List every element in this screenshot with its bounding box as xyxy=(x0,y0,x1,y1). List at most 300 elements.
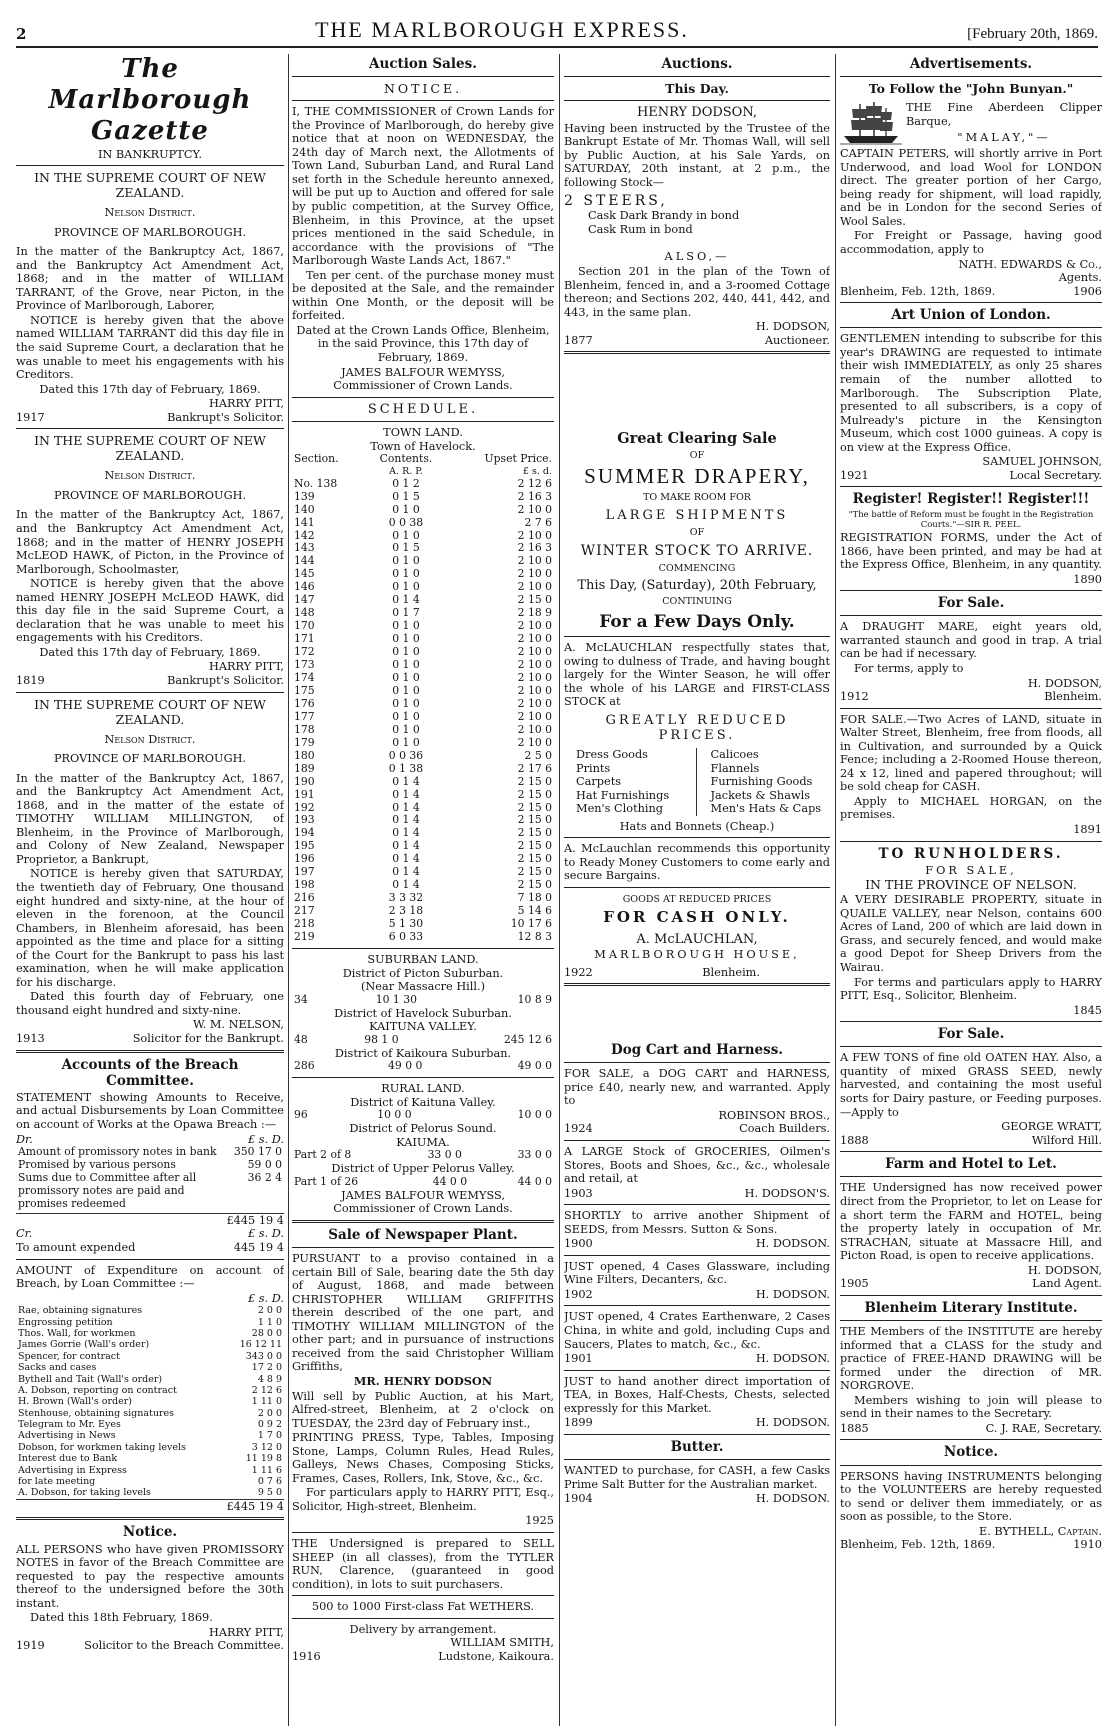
list-item: Hat Furnishings xyxy=(576,788,670,802)
section-cell: 96 xyxy=(294,1108,308,1122)
table-row xyxy=(292,620,554,633)
contents-cell: 0 1 0 xyxy=(392,658,420,672)
breach-heading: Accounts of the Breach Committee. xyxy=(61,1056,239,1089)
contents-cell: 6 0 33 xyxy=(388,930,424,944)
section-cell: Part 1 of 26 xyxy=(294,1174,359,1188)
contents-cell: 0 1 5 xyxy=(392,489,420,503)
lsd-header: £ s. D. xyxy=(247,1132,284,1146)
section-cell: 219 xyxy=(294,930,315,944)
contents-cell: 0 1 0 xyxy=(392,709,420,723)
sailing-ship-icon xyxy=(840,100,902,146)
suburban-heading: SUBURBAN LAND. xyxy=(367,953,479,967)
notice-1-dated: Dated this 17th day of February, 1869. xyxy=(39,382,261,396)
table-row xyxy=(292,802,554,815)
contents-cell: 0 1 4 xyxy=(392,826,420,840)
row-label: Interest due to Bank xyxy=(18,1453,118,1465)
picton-subheading: (Near Massacre Hill.) xyxy=(360,980,486,994)
row-label: A. Dobson, reporting on contract xyxy=(18,1384,177,1396)
glassware-text: JUST opened, 4 Cases Glassware, including Wine Filters, Decanters, &c. xyxy=(564,1259,830,1287)
contents-cell: 98 1 0 xyxy=(364,1032,399,1046)
continuing: CONTINUING xyxy=(662,596,732,608)
court-heading: IN THE SUPREME COURT OF NEW ZEALAND. xyxy=(34,170,266,201)
clearing-sale-heading: Great Clearing Sale xyxy=(617,430,777,448)
price-cell: 2 15 0 xyxy=(517,813,552,827)
th-section: Section. xyxy=(294,452,339,466)
contents-cell: 0 1 0 xyxy=(392,632,420,646)
table-row xyxy=(16,1476,284,1487)
commissioner-name-2: JAMES BALFOUR WEMYSS, xyxy=(341,1188,505,1202)
row-label: Sacks and cases xyxy=(18,1362,97,1374)
section-cell: 217 xyxy=(294,904,315,918)
section-cell: 175 xyxy=(294,683,315,697)
price-cell: 2 10 0 xyxy=(517,580,552,594)
town-land-heading: TOWN LAND. xyxy=(383,426,463,440)
butter-number: 1904 xyxy=(564,1492,593,1506)
john-bunyan-heading: To Follow the "John Bunyan." xyxy=(868,81,1074,97)
table-row xyxy=(292,504,554,517)
table-row xyxy=(292,918,554,931)
contents-cell: 44 0 0 xyxy=(432,1174,468,1188)
contents-cell: 0 0 38 xyxy=(388,515,424,529)
runholders-text-2: For terms and particulars apply to HARRY PITT, Esq., Solicitor, Blenheim. xyxy=(840,975,1102,1003)
section-cell: 147 xyxy=(294,593,315,607)
notice-1-role: Bankrupt's Solicitor. xyxy=(167,410,284,424)
rural-heading: RURAL LAND. xyxy=(381,1082,465,1096)
agents-role: Agents. xyxy=(1058,271,1102,285)
page-number: 2 xyxy=(16,25,27,43)
section-cell: 180 xyxy=(294,748,315,762)
volunteers-notice-place: Blenheim, Feb. 12th, 1869. xyxy=(840,1538,996,1552)
section-cell: 176 xyxy=(294,696,315,710)
section-cell: Part 2 of 8 xyxy=(294,1148,352,1162)
table-row xyxy=(292,711,554,724)
table-row xyxy=(292,879,554,892)
table-row xyxy=(292,568,554,581)
auction-sales-heading: Auction Sales. xyxy=(369,56,477,72)
row-label: Sums due to Committee after all promissory notes are paid and promises redeemed xyxy=(18,1171,197,1210)
newspaper-plant-heading: Sale of Newspaper Plant. xyxy=(328,1226,518,1243)
dog-cart-role: Coach Builders. xyxy=(739,1122,830,1136)
section-cell: 178 xyxy=(294,722,315,736)
price-cell: 2 7 6 xyxy=(524,515,552,529)
price-cell: 2 10 0 xyxy=(517,722,552,736)
runholders-province: IN THE PROVINCE OF NELSON. xyxy=(865,877,1077,893)
marlborough-house: MARLBOROUGH HOUSE, xyxy=(594,947,800,961)
seeds-number: 1900 xyxy=(564,1237,593,1251)
table-row xyxy=(292,750,554,763)
table-row xyxy=(292,607,554,620)
row-amount: 1 11 0 xyxy=(251,1396,282,1408)
contents-cell: 49 0 0 xyxy=(388,1059,423,1073)
also-heading: ALSO,— xyxy=(664,250,730,264)
havelock-suburban-heading: District of Havelock Suburban. xyxy=(334,1006,512,1020)
table-row xyxy=(16,1419,284,1430)
table-row xyxy=(292,737,554,750)
credit-row-label: To amount expended xyxy=(16,1240,136,1254)
table-row xyxy=(292,1176,554,1189)
table-row xyxy=(16,1487,284,1498)
sheep-name: WILLIAM SMITH, xyxy=(450,1636,554,1650)
price-cell: 2 12 6 xyxy=(517,476,552,490)
art-union-heading: Art Union of London. xyxy=(891,307,1051,324)
notice-2-number: 1819 xyxy=(16,673,45,687)
price-cell: 2 10 0 xyxy=(517,567,552,581)
price-cell: 10 0 0 xyxy=(517,1108,552,1122)
goods-reduced: GOODS AT REDUCED PRICES xyxy=(622,893,772,905)
contents-cell: 0 1 4 xyxy=(392,774,420,788)
notice-1-number: 1917 xyxy=(16,410,45,424)
mclauchlan-number: 1922 xyxy=(564,965,593,979)
town-land-table xyxy=(292,453,554,944)
price-cell: 2 15 0 xyxy=(517,839,552,853)
table-row xyxy=(16,1328,284,1339)
price-cell: 2 10 0 xyxy=(517,658,552,672)
price-cell: 2 5 0 xyxy=(524,748,552,762)
list-item: Carpets xyxy=(576,775,622,789)
price-cell: 2 10 0 xyxy=(517,735,552,749)
newspaper-title: THE MARLBOROUGH EXPRESS. xyxy=(315,16,689,42)
issue-date: [February 20th, 1869. xyxy=(967,26,1098,42)
row-amount: 2 0 0 xyxy=(257,1407,282,1419)
tea-sig: H. DODSON. xyxy=(755,1416,830,1430)
row-label: Promised by various persons xyxy=(18,1158,176,1172)
court-heading: IN THE SUPREME COURT OF NEW ZEALAND. xyxy=(34,696,266,727)
price-cell: 10 8 9 xyxy=(517,992,552,1006)
price-cell: 2 10 0 xyxy=(517,632,552,646)
for-sale-heading: For Sale. xyxy=(937,595,1005,612)
debit-total: £445 19 4 xyxy=(16,1213,284,1228)
farm-hotel-role: Land Agent. xyxy=(1032,1277,1102,1291)
section-cell: 192 xyxy=(294,800,315,814)
schedule-heading: SCHEDULE. xyxy=(367,401,479,417)
steers: 2 STEERS, xyxy=(564,192,668,209)
price-cell: 2 16 3 xyxy=(517,541,552,555)
runholders-number: 1845 xyxy=(1073,1003,1102,1017)
notice-2-body: NOTICE is hereby given that the above named HENRY JOSEPH McLEOD HAWK, did this day file in the said Supreme Court, a declaration that he was unable to meet his engagements with his Creditors. xyxy=(16,577,284,645)
table-row xyxy=(16,1317,284,1328)
contents-cell: 0 1 5 xyxy=(392,541,420,555)
contents-cell: 0 1 0 xyxy=(392,735,420,749)
district: Nelson District. xyxy=(104,732,196,746)
contents-cell: 0 1 0 xyxy=(392,528,420,542)
expenditure-intro: AMOUNT of Expenditure on account of Breach, by Loan Committee :— xyxy=(16,1263,284,1291)
list-item: Prints xyxy=(576,761,611,775)
credit-row-amount: 445 19 4 xyxy=(233,1240,284,1254)
row-amount: 2 12 6 xyxy=(251,1384,282,1396)
contents-cell: 0 1 4 xyxy=(392,878,420,892)
table-row xyxy=(292,555,554,568)
this-day-date: This Day, (Saturday), 20th February, xyxy=(577,577,817,593)
oaten-hay-place: Wilford Hill. xyxy=(1031,1133,1102,1147)
of-label: OF xyxy=(689,449,705,461)
dog-cart-heading: Dog Cart and Harness. xyxy=(610,1042,783,1059)
contents-cell: 0 1 0 xyxy=(392,645,420,659)
picton-heading: District of Picton Suburban. xyxy=(342,966,504,980)
auction-role: Auctioneer. xyxy=(764,333,830,347)
section-cell: No. 138 xyxy=(294,476,338,490)
groceries-number: 1903 xyxy=(564,1186,593,1200)
plant-number: 1925 xyxy=(525,1514,554,1528)
table-row xyxy=(292,594,554,607)
commissioner-role: Commissioner of Crown Lands. xyxy=(333,379,513,393)
row-amount: 9 5 0 xyxy=(257,1487,282,1499)
row-amount: 1 1 0 xyxy=(257,1316,282,1328)
province: PROVINCE OF MARLBOROUGH. xyxy=(53,488,247,502)
province: PROVINCE OF MARLBOROUGH. xyxy=(53,225,247,239)
register-text: REGISTRATION FORMS, under the Act of 1866, have been printed, and may be had at the Express Office, Blenheim, in any quantity. xyxy=(840,530,1102,572)
lsd-header: £ s. D. xyxy=(247,1227,284,1241)
section-cell: 194 xyxy=(294,826,315,840)
auctions-heading: Auctions. xyxy=(661,56,733,72)
masthead xyxy=(16,18,1098,48)
list-item: Flannels xyxy=(710,761,760,775)
column-1 xyxy=(16,54,284,1726)
row-label: James Gorrie (Wall's order) xyxy=(18,1339,150,1351)
to-make-room: TO MAKE ROOM FOR xyxy=(643,492,751,504)
register-heading: Register! Register!! Register!!! xyxy=(852,491,1090,508)
farm-hotel-text: THE Undersigned has now received power direct from the Proprietor, to let on Lease for a short term the FARM and HOTEL, being the property lately in occupation of Mr. STRACHAN, situate at Massacre Hill, and Picton Road, is open to receive applications. xyxy=(840,1181,1102,1263)
contents-cell: 0 1 0 xyxy=(392,722,420,736)
notice-1-name: HARRY PITT, xyxy=(209,397,284,411)
price-cell: 2 10 0 xyxy=(517,671,552,684)
table-row xyxy=(292,866,554,879)
section-cell: 193 xyxy=(294,813,315,827)
contents-cell: 5 1 30 xyxy=(388,917,424,931)
table-row xyxy=(292,646,554,659)
price-cell: 2 15 0 xyxy=(517,774,552,788)
row-label: Advertising in Express xyxy=(18,1464,127,1476)
seeds-text: SHORTLY to arrive another Shipment of SEEDS, from Messrs. Sutton & Sons. xyxy=(564,1209,830,1236)
price-cell: 2 10 0 xyxy=(517,645,552,659)
of-label-2: OF xyxy=(689,527,705,539)
section-cell: 218 xyxy=(294,917,315,931)
commissioner-name: JAMES BALFOUR WEMYSS, xyxy=(341,365,505,379)
section-cell: 177 xyxy=(294,709,315,723)
literary-text: THE Members of the INSTITUTE are hereby informed that a CLASS for the study and practice of FREE-HAND DRAWING will be formed under the direction of MR. NORGROVE. xyxy=(840,1324,1102,1393)
also-text: Section 201 in the plan of the Town of Blenheim, fenced in, and a 3-roomed Cottage thereon; and Sections 202, 440, 441, 442, and 443, in the same plan. xyxy=(564,264,830,319)
table-row xyxy=(292,633,554,646)
price-cell: 44 0 0 xyxy=(517,1174,552,1188)
volunteers-notice-heading: Notice. xyxy=(943,1444,999,1461)
row-amount: 0 7 6 xyxy=(257,1476,282,1488)
row-label: Advertising in News xyxy=(18,1430,116,1442)
province: PROVINCE OF MARLBOROUGH. xyxy=(53,752,247,766)
auction-signature: H. DODSON, xyxy=(755,320,830,334)
butter-heading: Butter. xyxy=(670,1438,724,1455)
literary-name: C. J. RAE, Secretary. xyxy=(985,1421,1102,1435)
pelorus-heading: District of Pelorus Sound. xyxy=(349,1122,497,1136)
sheep-text: THE Undersigned is prepared to SELL SHEEP (in all classes), from the TYTLER RUN, Clarence, (guaranteed in good condition), in lots to suit purchasers. xyxy=(292,1536,554,1591)
price-cell: 2 15 0 xyxy=(517,826,552,840)
section-cell: 143 xyxy=(294,541,315,555)
row-label: Bythell and Tait (Wall's order) xyxy=(18,1373,163,1385)
table-row xyxy=(292,789,554,802)
notice-2-name: HARRY PITT, xyxy=(209,660,284,674)
lsd-header: £ s. D. xyxy=(247,1291,284,1305)
row-label: Rae, obtaining signatures xyxy=(18,1305,143,1317)
row-label: Engrossing petition xyxy=(18,1316,113,1328)
price-cell: 33 0 0 xyxy=(517,1148,552,1162)
earthenware-number: 1901 xyxy=(564,1352,593,1366)
row-label: Amount of promissory notes in bank xyxy=(18,1145,217,1159)
register-quote: "The battle of Reform must be fought in the Registration Courts."—SIR R. PEEL. xyxy=(848,509,1094,530)
crown-lands-notice: I, THE COMMISSIONER of Crown Lands for the Province of Marlborough, do hereby give notice that at noon on WEDNESDAY, the 24th day of March next, the Allotments of Town Land, Suburban Land, and Rural Land set forth in the Schedule hereunto annexed, will be put up to Auction and offered for sale by public competition, at the Survey Office, Blenheim, in this Province, at the upset prices mentioned in the said Schedule, in accordance with the provisions of "The Marlborough Waste Lands Act, 1867." xyxy=(292,105,554,268)
section-cell: 174 xyxy=(294,671,315,684)
section-cell: 286 xyxy=(294,1059,315,1073)
table-row xyxy=(292,814,554,827)
table-row xyxy=(16,1396,284,1407)
list-item: Calicoes xyxy=(710,748,759,762)
contents-cell: 0 1 0 xyxy=(392,696,420,710)
auctioneer-name: HENRY DODSON, xyxy=(636,105,758,121)
auction-number: 1877 xyxy=(564,333,593,347)
column-divider xyxy=(288,54,289,1726)
cash-only: FOR CASH ONLY. xyxy=(603,908,791,927)
art-union-role: Local Secretary. xyxy=(1009,468,1102,482)
notice-3-dated: Dated this fourth day of February, one thousand eight hundred and sixty-nine. xyxy=(16,990,284,1017)
price-cell: 2 15 0 xyxy=(517,878,552,892)
contents-cell: 0 1 0 xyxy=(392,671,420,684)
section-cell: 196 xyxy=(294,852,315,866)
glassware-number: 1902 xyxy=(564,1287,593,1301)
row-label: Telegram to Mr. Eyes xyxy=(18,1419,121,1431)
table-row xyxy=(292,542,554,555)
row-label: Dobson, for workmen taking levels xyxy=(18,1441,186,1453)
runholders-heading: TO RUNHOLDERS. xyxy=(878,845,1064,862)
seeds-sig: H. DODSON. xyxy=(755,1237,830,1251)
row-label: H. Brown (Wall's order) xyxy=(18,1396,132,1408)
earthenware-text: JUST opened, 4 Crates Earthenware, 2 Cases China, in white and gold, including Cups and Saucers, Plates to match, &c., &c. xyxy=(564,1310,830,1351)
art-union-number: 1921 xyxy=(840,468,869,482)
cask-rum: Cask Rum in bond xyxy=(588,222,693,236)
notice-3-matter: In the matter of the Bankruptcy Act, 1867, and the Bankruptcy Act Amendment Act, 1868, and in the matter of the estate of TIMOTHY WILLIAM MILLINGTON, of Blenheim, in the Province of Marlborough, and Colony of New Zealand, Newspaper Proprietor, a Bankrupt, xyxy=(16,771,284,866)
row-amount: 1 7 0 xyxy=(257,1430,282,1442)
table-row xyxy=(292,672,554,685)
section-cell: 216 xyxy=(294,891,315,905)
price-cell: 2 15 0 xyxy=(517,787,552,801)
plant-text-4: For particulars apply to HARRY PITT, Esq., Solicitor, High-street, Blenheim. xyxy=(292,1486,554,1513)
section-cell: 140 xyxy=(294,502,315,516)
advertisements-heading: Advertisements. xyxy=(909,56,1033,72)
contents-cell: 0 1 4 xyxy=(392,813,420,827)
earthenware-sig: H. DODSON. xyxy=(755,1352,830,1366)
section-cell: 195 xyxy=(294,839,315,853)
price-cell: 7 18 0 xyxy=(517,891,552,905)
contents-cell: 0 1 4 xyxy=(392,839,420,853)
upper-pelorus-heading: District of Upper Pelorus Valley. xyxy=(331,1162,515,1176)
auction-text: Having been instructed by the Trustee of the Bankrupt Estate of Mr. Thomas Wall, will sell by Public Auction, at his Sale Yards, on SATURDAY, 20th instant, at 2 p.m., the following Stock— xyxy=(564,121,830,189)
price-cell: 2 15 0 xyxy=(517,865,552,879)
table-row xyxy=(16,1408,284,1419)
mare-number: 1912 xyxy=(840,690,869,704)
price-cell: 2 15 0 xyxy=(517,593,552,607)
section-cell: 145 xyxy=(294,567,315,581)
table-row xyxy=(292,1060,554,1073)
winter-stock: WINTER STOCK TO ARRIVE. xyxy=(580,542,814,559)
row-label: Thos. Wall, for workmen xyxy=(18,1327,136,1339)
breach-statement: STATEMENT showing Amounts to Receive, and actual Disbursements by Loan Committee on account of Works at the Opawa Breach :— xyxy=(16,1090,284,1132)
row-amount: 17 2 0 xyxy=(251,1362,282,1374)
large-shipments: LARGE SHIPMENTS xyxy=(605,507,789,523)
plant-auctioneer: MR. HENRY DODSON xyxy=(353,1373,493,1388)
summer-drapery: SUMMER DRAPERY, xyxy=(584,464,810,489)
row-amount: 3 12 0 xyxy=(251,1441,282,1453)
glassware-sig: H. DODSON. xyxy=(755,1287,830,1301)
agents-number: 1906 xyxy=(1073,284,1102,298)
row-amount: 16 12 11 xyxy=(239,1339,282,1351)
table-row xyxy=(292,840,554,853)
column-divider xyxy=(559,54,560,1726)
row-amount: 11 19 8 xyxy=(245,1453,282,1465)
price-cell: 2 10 0 xyxy=(517,696,552,710)
row-amount: 36 2 4 xyxy=(247,1171,282,1185)
expenditure-total: £445 19 4 xyxy=(16,1499,284,1514)
breach-notice-name: HARRY PITT, xyxy=(209,1625,284,1639)
price-cell: 2 15 0 xyxy=(517,852,552,866)
notice-3-body: NOTICE is hereby given that SATURDAY, the twentieth day of February, One thousand eight hundred and sixty-nine, at the hour of eleven in the forenoon, at the Council Chambers, in Blenheim aforesaid, has been appointed as the time and place for a sitting of the Court for the Bankrupt to pass his last examination, when he will make application for his discharge. xyxy=(16,867,284,989)
recommends-text: A. McLauchlan recommends this opportunity to Ready Money Customers to come early and secure Bargains. xyxy=(564,842,830,883)
table-row xyxy=(292,581,554,594)
breach-notice-heading: Notice. xyxy=(122,1524,178,1541)
list-item: Men's Clothing xyxy=(576,802,664,816)
oaten-hay-text: A FEW TONS of fine old OATEN HAY. Also, a quantity of mixed GRASS SEED, newly harvested, and containing the most useful sorts for Dairy pasture, or Feeding purposes.—Apply to xyxy=(840,1051,1102,1119)
list-item: Furnishing Goods xyxy=(710,775,813,789)
mare-name: H. DODSON, xyxy=(1027,676,1102,690)
th-contents: Contents. xyxy=(379,452,433,466)
table-row xyxy=(16,1385,284,1396)
table-row xyxy=(292,763,554,776)
table-row xyxy=(16,1305,284,1316)
column-divider xyxy=(835,54,836,1726)
section-cell: 139 xyxy=(294,489,315,503)
plant-text: PURSUANT to a proviso contained in a certain Bill of Sale, bearing date the 5th day of August, 1868, and made between CHRISTOPHER WILLIAM GRIFFITHS therein described of the one part, and TIMOTHY WILLIAM MILLINGTON of the other part; and in pursuance of instructions received from the said Christopher William Griffiths, xyxy=(292,1252,554,1374)
mclauchlan-text: A. McLAUCHLAN respectfully states that, owing to dulness of Trade, and having bought largely for the Winter Season, he will offer the whole of his LARGE and FIRST-CLASS STOCK at xyxy=(564,641,830,709)
row-amount: 59 0 0 xyxy=(247,1158,282,1172)
contents-cell: 3 3 32 xyxy=(388,891,424,905)
table-row xyxy=(16,1351,284,1362)
sheep-wethers: 500 to 1000 First-class Fat WETHERS. xyxy=(311,1600,535,1614)
gazette-title: The Marlborough Gazette xyxy=(48,54,252,147)
row-amount: 1 11 6 xyxy=(251,1464,282,1476)
list-item: Men's Hats & Caps xyxy=(710,802,822,816)
notice-1-body: NOTICE is hereby given that the above named WILLIAM TARRANT did this day file in the said Supreme Court, a declaration that he was unable to meet his engagements with his Creditors. xyxy=(16,313,284,382)
volunteers-notice-number: 1910 xyxy=(1073,1538,1102,1552)
contents-cell: 0 1 0 xyxy=(392,567,420,581)
th-arp: A. R. P. xyxy=(389,466,423,478)
contents-cell: 0 1 0 xyxy=(392,619,420,633)
oaten-hay-name: GEORGE WRATT, xyxy=(1001,1120,1102,1134)
ship-name: "MALAY,"— xyxy=(957,131,1051,145)
contents-cell: 0 1 0 xyxy=(392,502,420,516)
commissioner-role-2: Commissioner of Crown Lands. xyxy=(333,1202,513,1216)
price-cell: 2 10 0 xyxy=(517,619,552,633)
table-row xyxy=(292,698,554,711)
contents-cell: 0 1 0 xyxy=(392,554,420,568)
price-cell: 2 15 0 xyxy=(517,800,552,814)
contents-cell: 10 0 0 xyxy=(377,1108,412,1122)
price-cell: 2 17 6 xyxy=(517,761,552,775)
contents-cell: 10 1 30 xyxy=(375,992,417,1006)
section-cell: 141 xyxy=(294,515,315,529)
farm-hotel-name: H. DODSON, xyxy=(1027,1263,1102,1277)
price-cell: 2 18 9 xyxy=(517,606,552,620)
list-item: Jackets & Shawls xyxy=(710,788,811,802)
price-cell: 2 10 0 xyxy=(517,528,552,542)
price-cell: 49 0 0 xyxy=(517,1059,552,1073)
table-row xyxy=(16,1430,284,1441)
tea-text: JUST to hand another direct importation of TEA, in Boxes, Half-Chests, Chests, selected expressly for this Market. xyxy=(564,1374,830,1415)
row-label: Stenhouse, obtaining signatures xyxy=(18,1407,175,1419)
